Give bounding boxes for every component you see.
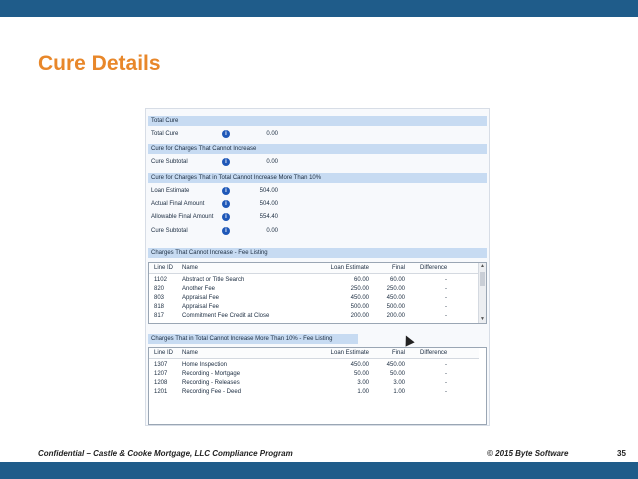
fee-listing-1-grid[interactable]	[148, 262, 487, 324]
section-header-total-cure: Total Cure	[148, 116, 487, 126]
row-label: Cure Subtotal	[151, 159, 188, 165]
cell-final: 50.00	[389, 371, 405, 377]
grid-header	[149, 263, 479, 274]
cell-name: Appraisal Fee	[182, 295, 220, 301]
cell-line-id: 1307	[154, 362, 168, 368]
fee-listing-2-grid[interactable]	[148, 347, 487, 425]
page-title: Cure Details	[38, 52, 161, 75]
cell-final: 450.00	[386, 362, 405, 368]
row-label: Allowable Final Amount	[151, 214, 214, 220]
cell-loan-estimate: 250.00	[350, 286, 369, 292]
table-row[interactable]	[149, 276, 479, 285]
cell-difference: -	[445, 362, 447, 368]
row-value: 0.00	[266, 228, 278, 234]
cell-name: Recording - Releases	[182, 380, 240, 386]
cell-loan-estimate: 200.00	[350, 313, 369, 319]
cell-name: Another Fee	[182, 286, 216, 292]
row-loan-estimate	[151, 186, 351, 196]
table-row[interactable]	[149, 361, 479, 370]
row-value: 504.00	[259, 201, 278, 207]
row-label: Total Cure	[151, 131, 179, 137]
section-header-fee-listing-1: Charges That Cannot Increase - Fee Listing	[148, 248, 487, 258]
row-label: Actual Final Amount	[151, 201, 205, 207]
row-value: 0.00	[266, 131, 278, 137]
row-label: Loan Estimate	[151, 188, 190, 194]
grid-header	[149, 348, 479, 359]
row-value: 504.00	[259, 188, 278, 194]
cell-final: 500.00	[386, 304, 405, 310]
cell-line-id: 803	[154, 295, 165, 301]
cell-line-id: 1208	[154, 380, 168, 386]
column-header-final[interactable]: Final	[391, 350, 405, 356]
cell-line-id: 1102	[154, 277, 167, 283]
cell-difference: -	[445, 304, 447, 310]
cell-difference: -	[445, 389, 447, 395]
table-row[interactable]	[149, 294, 479, 303]
row-total-cure	[151, 129, 351, 139]
column-header-difference[interactable]: Difference	[420, 350, 448, 356]
cell-final: 60.00	[389, 277, 405, 283]
cell-final: 200.00	[386, 313, 405, 319]
column-header-loan-estimate[interactable]: Loan Estimate	[330, 265, 369, 271]
cell-line-id: 817	[154, 313, 165, 319]
table-row[interactable]	[149, 379, 479, 388]
row-value: 0.00	[266, 159, 278, 165]
column-header-line-id[interactable]: Line ID	[154, 350, 174, 356]
footer-copyright: © 2015 Byte Software	[487, 449, 569, 458]
cell-loan-estimate: 60.00	[353, 277, 369, 283]
cell-name: Appraisal Fee	[182, 304, 220, 310]
footer-confidential: Confidential – Castle & Cooke Mortgage, LLC Compliance Program	[38, 449, 293, 458]
cell-line-id: 820	[154, 286, 165, 292]
info-icon[interactable]: i	[222, 200, 230, 208]
cell-final: 3.00	[393, 380, 405, 386]
cell-loan-estimate: 1.00	[357, 389, 369, 395]
cell-name: Recording - Mortgage	[182, 371, 241, 377]
section-header-fee-listing-2: Charges That in Total Cannot Increase More Than 10% - Fee Listing	[148, 334, 358, 344]
cell-name: Abstract or Title Search	[182, 277, 245, 283]
cell-difference: -	[445, 277, 447, 283]
column-header-loan-estimate[interactable]: Loan Estimate	[330, 350, 369, 356]
cell-difference: -	[445, 295, 447, 301]
row-value: 554.40	[259, 214, 278, 220]
cell-loan-estimate: 450.00	[350, 295, 369, 301]
cell-name: Home Inspection	[182, 362, 228, 368]
cell-loan-estimate: 3.00	[357, 380, 369, 386]
cell-name: Commitment Fee Credit at Close	[182, 313, 270, 319]
table-row[interactable]	[149, 285, 479, 294]
cell-difference: -	[445, 286, 447, 292]
row-cure-subtotal-ten	[151, 226, 351, 236]
table-row[interactable]	[149, 370, 479, 379]
cell-line-id: 1201	[154, 389, 168, 395]
cell-final: 250.00	[386, 286, 405, 292]
table-row[interactable]	[149, 312, 479, 321]
info-icon[interactable]: i	[222, 213, 230, 221]
bottom-banner	[0, 462, 638, 479]
cell-name: Recording Fee - Deed	[182, 389, 242, 395]
table-row[interactable]	[149, 388, 479, 397]
row-allowable-final-amount	[151, 212, 351, 222]
section-header-cannot-increase: Cure for Charges That Cannot Increase	[148, 144, 487, 154]
cell-loan-estimate: 500.00	[350, 304, 369, 310]
top-banner	[0, 0, 638, 17]
row-cure-subtotal	[151, 157, 351, 167]
cell-final: 1.00	[393, 389, 405, 395]
section-header-ten-percent: Cure for Charges That in Total Cannot Increase More Than 10%	[148, 173, 487, 183]
column-header-line-id[interactable]: Line ID	[154, 265, 174, 271]
table-row[interactable]	[149, 303, 479, 312]
row-label: Cure Subtotal	[151, 228, 188, 234]
row-actual-final-amount	[151, 199, 351, 209]
scroll-down-arrow-icon[interactable]: ▼	[480, 316, 485, 322]
column-header-name[interactable]: Name	[182, 265, 199, 271]
cell-difference: -	[445, 380, 447, 386]
info-icon[interactable]: i	[222, 187, 230, 195]
vertical-scrollbar[interactable]	[478, 263, 486, 323]
info-icon[interactable]: i	[222, 130, 230, 138]
column-header-name[interactable]: Name	[182, 350, 199, 356]
cell-line-id: 818	[154, 304, 165, 310]
column-header-difference[interactable]: Difference	[420, 265, 448, 271]
cell-loan-estimate: 450.00	[350, 362, 369, 368]
scrollbar-thumb[interactable]	[480, 272, 485, 286]
page-number: 35	[617, 449, 626, 458]
cell-difference: -	[445, 313, 447, 319]
cell-final: 450.00	[386, 295, 405, 301]
cell-loan-estimate: 50.00	[353, 371, 369, 377]
scroll-up-arrow-icon[interactable]: ▲	[480, 263, 485, 269]
cell-line-id: 1207	[154, 371, 168, 377]
cell-difference: -	[445, 371, 447, 377]
cure-details-panel	[145, 108, 490, 426]
info-icon[interactable]: i	[222, 158, 230, 166]
info-icon[interactable]: i	[222, 227, 230, 235]
column-header-final[interactable]: Final	[391, 265, 405, 271]
